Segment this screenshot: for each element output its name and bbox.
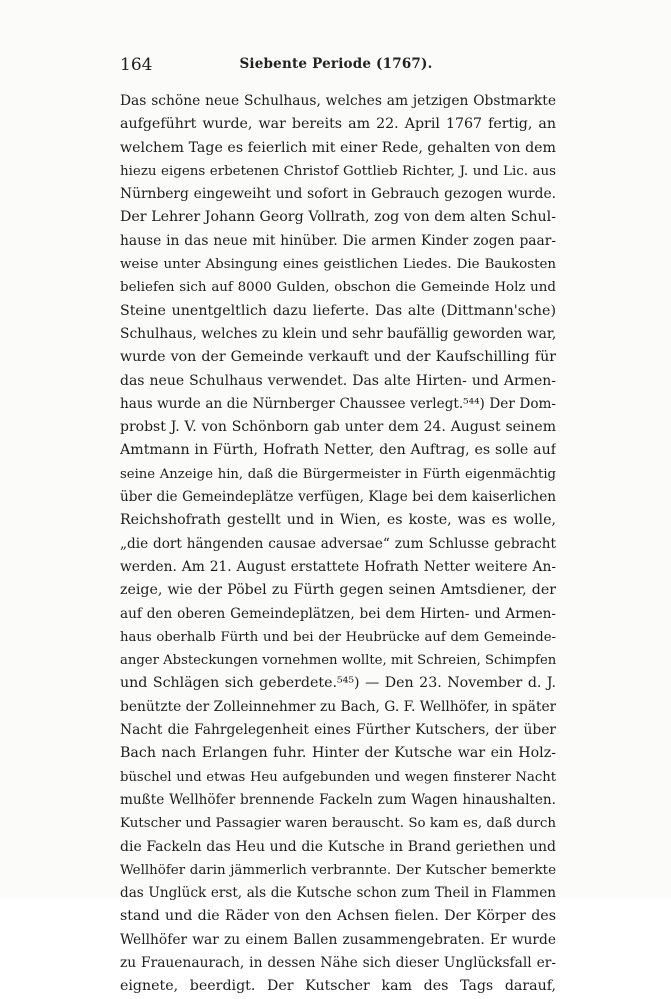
text-line: stand und die Räder von den Achsen fielen. Der Körper des — [120, 908, 556, 925]
text-line: Der Lehrer Johann Georg Vollrath, zog von dem alten Schul- — [120, 209, 556, 226]
page-number: 164 — [120, 55, 153, 75]
text-line: auf den oberen Gemeindeplätzen, bei dem Hirten- und Armen- — [120, 605, 556, 622]
text-line: Wellhöfer war zu einem Ballen zusammengebraten. Er wurde — [120, 931, 556, 948]
text-line: benützte der Zolleinnehmer zu Bach, G. F. Wellhöfer, in später — [120, 698, 556, 715]
text-line: welchem Tage es feierlich mit einer Rede, gehalten von dem — [120, 139, 556, 156]
text-line: Bach nach Erlangen fuhr. Hinter der Kutsche war ein Holz- — [120, 745, 556, 762]
text-line: zu Frauenaurach, in dessen Nähe sich dieser Unglücksfall er- — [120, 954, 556, 971]
text-line: haus oberhalb Fürth und bei der Heubrücke auf dem Gemeinde- — [120, 629, 556, 645]
text-line: aufgeführt wurde, war bereits am 22. April 1767 fertig, an — [120, 116, 556, 133]
text-line: beliefen sich auf 8000 Gulden, obschon die Gemeinde Holz und — [120, 280, 556, 296]
text-line: hause in das neue mit hinüber. Die armen Kinder zogen paar- — [120, 232, 556, 249]
text-line: über die Gemeindeplätze verfügen, Klage bei dem kaiserlichen — [120, 489, 556, 506]
text-line: Kutscher und Passagier waren berauscht. So kam es, daß durch — [120, 816, 556, 832]
text-line: Das schöne neue Schulhaus, welches am jetzigen Obstmarkte — [120, 93, 556, 109]
text-line: seine Anzeige hin, daß die Bürgermeister in Fürth eigenmächtig — [120, 466, 556, 482]
text-line: anger Absteckungen vornehmen wollte, mit Schreien, Schimpfen — [120, 653, 556, 669]
text-line: weise unter Absingung eines geistlichen Liedes. Die Baukosten — [120, 257, 556, 273]
text-line: eignete, beerdigt. Der Kutscher kam des Tags darauf, — [120, 978, 556, 995]
text-line: büschel und etwas Heu aufgebunden und wegen finsterer Nacht — [120, 769, 556, 785]
text-line: Wellhöfer darin jämmerlich verbrannte. Der Kutscher bemerkte — [120, 862, 556, 878]
text-line: haus wurde an die Nürnberger Chaussee verlegt.⁵⁴⁴) Der Dom- — [120, 395, 556, 412]
text-line: zeige, wie der Pöbel zu Fürth gegen seinen Amtsdiener, der — [120, 582, 556, 599]
text-line: Steine unentgeltlich dazu lieferte. Das alte (Dittmann'sche) — [120, 302, 556, 319]
text-line: werden. Am 21. August erstattete Hofrath Netter weitere An- — [120, 558, 556, 575]
text-line: „die dort hängenden causae adversae“ zum Schlusse gebracht — [120, 535, 556, 552]
body-text — [120, 90, 556, 999]
text-line: mußte Wellhöfer brennende Fackeln zum Wagen hinaushalten. — [120, 791, 556, 808]
text-line: probst J. V. von Schönborn gab unter dem 24. August seinem — [120, 419, 556, 436]
text-line: Nacht die Fahrgelegenheit eines Fürther Kutschers, der über — [120, 722, 556, 739]
text-line: hiezu eigens erbetenen Christof Gottlieb Richter, J. und Lic. aus — [120, 163, 556, 179]
text-line: das Unglück erst, als die Kutsche schon zum Theil in Flammen — [120, 885, 556, 902]
running-head: Siebente Periode (1767). — [239, 56, 433, 72]
text-line: und Schlägen sich geberdete.⁵⁴⁵) — Den 23. November d. J. — [120, 675, 556, 692]
text-line: das neue Schulhaus verwendet. Das alte Hirten- und Armen- — [120, 372, 556, 389]
text-line: Schulhaus, welches zu klein und sehr baufällig geworden war, — [120, 325, 556, 342]
text-line: Nürnberg eingeweiht und sofort in Gebrauch gezogen wurde. — [120, 186, 556, 203]
text-line: Amtmann in Fürth, Hofrath Netter, den Auftrag, es solle auf — [120, 442, 556, 459]
text-line: die Fackeln das Heu und die Kutsche in Brand geriethen und — [120, 838, 556, 855]
text-line: Reichshofrath gestellt und in Wien, es koste, was es wolle, — [120, 512, 556, 529]
page-header — [120, 55, 552, 81]
text-line: wurde von der Gemeinde verkauft und der Kaufschilling für — [120, 349, 556, 366]
